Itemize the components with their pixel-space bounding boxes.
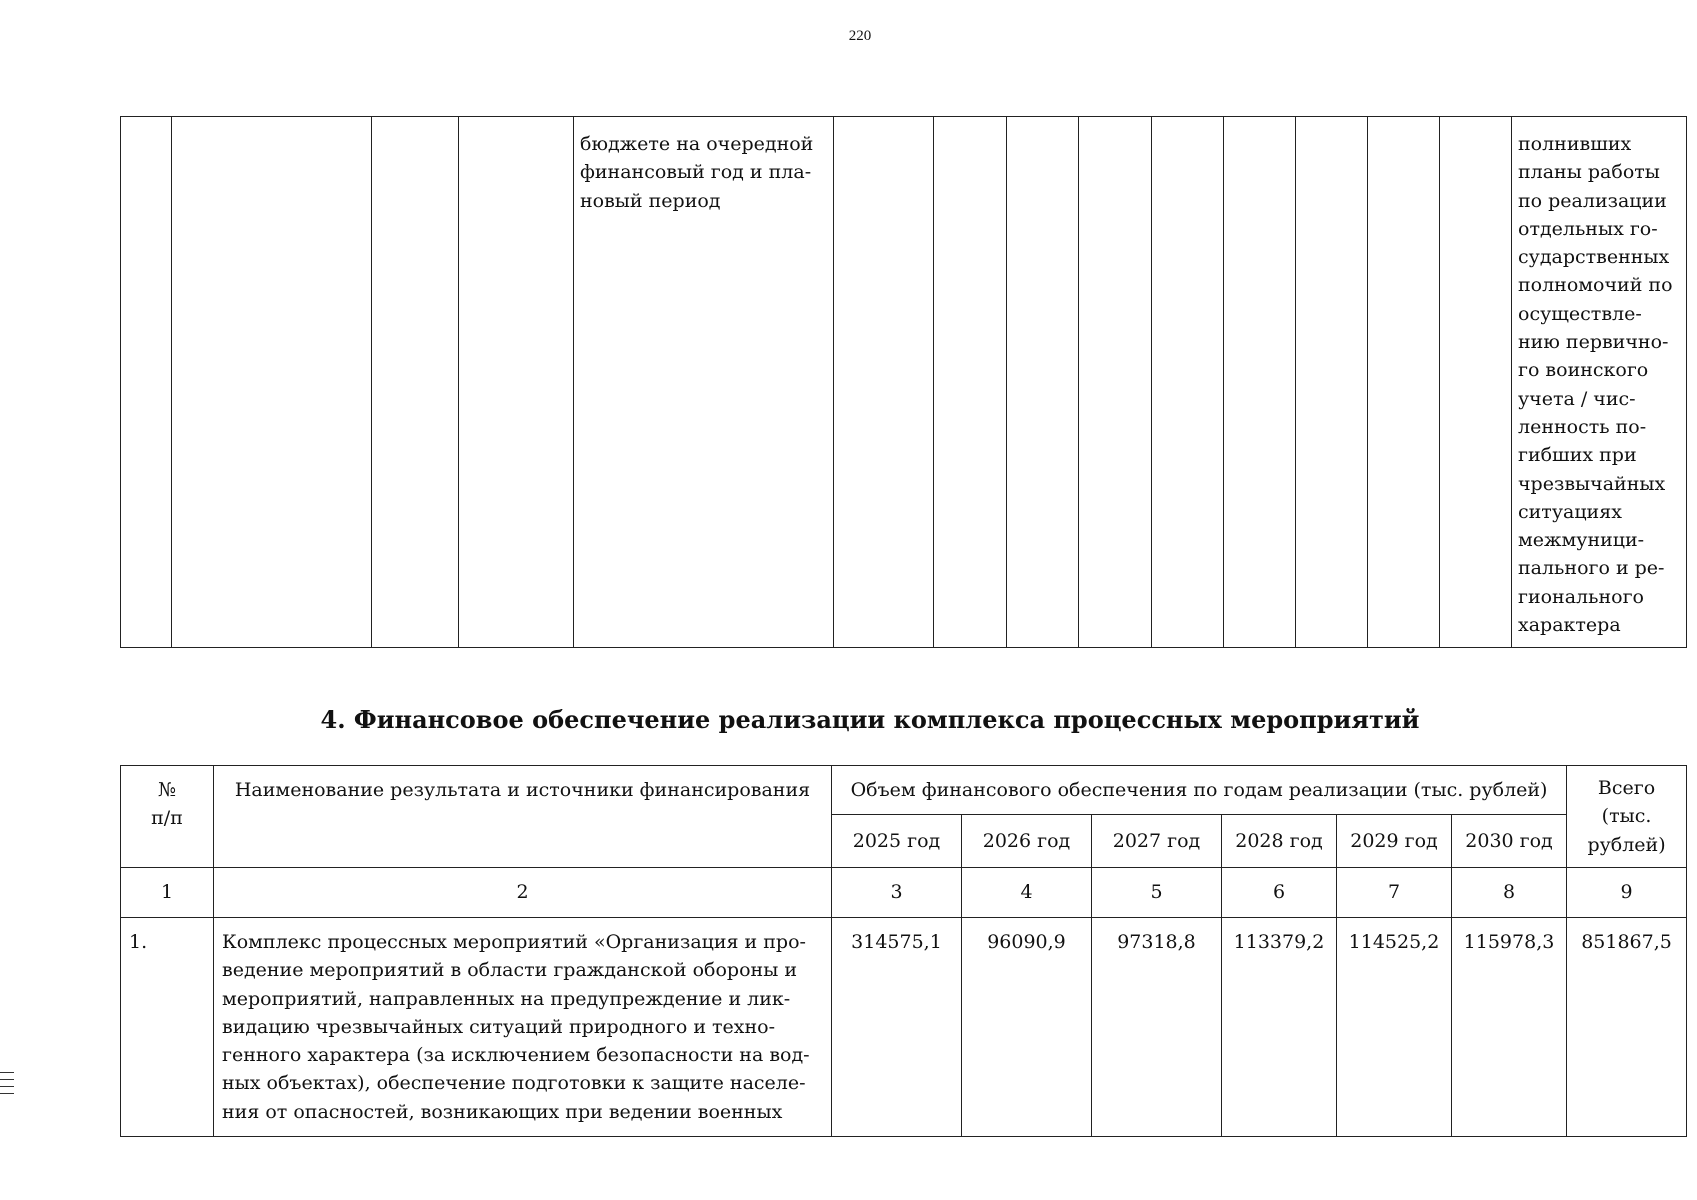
text-line: ленность по- [1518,415,1647,438]
row-index-text: 1. [129,931,148,953]
cont-cell-empty [372,117,459,648]
header-total-line2: (тыс. [1601,805,1652,828]
cont-cell-indicator-text [1512,117,1687,648]
value-2029: 114525,2 [1348,931,1440,953]
text-line: полномочий по [1518,274,1673,297]
text-line: пального и ре- [1518,557,1665,580]
value-cell [1452,918,1567,1137]
row-index [121,918,214,1137]
continuation-row [121,117,1687,648]
header-number-line2: п/п [151,807,183,830]
text-line: финансовый год и пла- [580,161,812,184]
header-number [121,766,214,868]
value-2025: 314575,1 [851,931,942,953]
name-line: ния от опасностей, возникающих при ведении военных [222,1100,783,1123]
value-2028: 113379,2 [1233,931,1325,953]
value-2026: 96090,9 [987,931,1066,953]
column-number: 8 [1452,868,1567,918]
column-number: 3 [832,868,962,918]
continuation-table [120,116,1687,648]
cont-cell-empty [1368,117,1440,648]
text-line: сударственных [1518,246,1670,269]
header-total-line3: рублей) [1587,833,1666,856]
column-number: 6 [1222,868,1337,918]
header-name [214,766,832,868]
value-2027: 97318,8 [1117,931,1196,953]
cont-cell-empty [1440,117,1512,648]
column-numbers-row [121,868,1687,918]
cont-cell-empty [459,117,574,648]
header-year: 2026 год [962,815,1092,868]
cont-cell-empty [934,117,1007,648]
value-cell [1222,918,1337,1137]
header-year: 2029 год [1337,815,1452,868]
page-number: 220 [848,28,872,44]
text-line: полнивших [1518,133,1632,155]
header-row [121,766,1687,815]
name-line: ных объектах), обеспечение подготовки к защите населе- [222,1072,806,1095]
column-number: 1 [121,868,214,918]
value-2030: 115978,3 [1463,931,1555,953]
cont-cell-empty [834,117,934,648]
text-line: ситуациях [1518,500,1622,523]
name-line: мероприятий, направленных на предупреждение и лик- [222,987,791,1010]
column-number: 7 [1337,868,1452,918]
margin-marks [0,1072,14,1100]
text-line: отдельных го- [1518,217,1658,240]
text-line: межмуници- [1518,529,1645,552]
cont-cell-empty [121,117,172,648]
value-cell [1092,918,1222,1137]
name-line: генного характера (за исключением безопасности на вод- [222,1044,810,1067]
text-line: бюджете на очередной [580,133,814,155]
header-year: 2027 год [1092,815,1222,868]
value-cell [962,918,1092,1137]
cont-cell-empty [1296,117,1368,648]
financing-table [120,765,1687,1137]
column-number: 2 [214,868,832,918]
cont-cell-empty [1079,117,1152,648]
name-line: Комплекс процессных мероприятий «Организация и про- [222,931,806,953]
header-number-line1: № [158,779,176,801]
cont-cell-empty [172,117,372,648]
text-line: осуществле- [1518,302,1642,325]
header-year: 2028 год [1222,815,1337,868]
column-number: 9 [1567,868,1687,918]
header-volume [832,766,1567,815]
header-year: 2025 год [832,815,962,868]
text-line: по реализации [1518,189,1667,212]
cont-cell-budget-text [574,117,834,648]
section-title: 4. Финансовое обеспечение реализации комплекса процессных мероприятий [320,705,1420,734]
cont-cell-empty [1007,117,1079,648]
row-name [214,918,832,1137]
text-line: го воинского [1518,359,1649,382]
text-line: нию первично- [1518,331,1669,354]
header-volume-text: Объем финансового обеспечения по годам реализации (тыс. рублей) [850,779,1548,801]
total-cell [1567,918,1687,1137]
text-line: учета / чис- [1518,387,1636,410]
text-line: гионального [1518,585,1644,608]
cont-cell-empty [1152,117,1224,648]
name-line: видацию чрезвычайных ситуаций природного и техно- [222,1015,776,1038]
text-line: планы работы [1518,161,1660,184]
value-cell [1337,918,1452,1137]
column-number: 5 [1092,868,1222,918]
text-line: чрезвычайных [1518,472,1666,495]
header-total [1567,766,1687,868]
value-total: 851867,5 [1581,931,1672,953]
header-year: 2030 год [1452,815,1567,868]
cont-cell-empty [1224,117,1296,648]
column-number: 4 [962,868,1092,918]
name-line: ведение мероприятий в области гражданской обороны и [222,959,798,982]
text-line: гибших при [1518,444,1637,467]
table-row [121,918,1687,1137]
text-line: новый период [580,189,721,212]
value-cell [832,918,962,1137]
header-total-line1: Всего [1597,777,1656,800]
text-line: характера [1518,614,1621,637]
header-name-text: Наименование результата и источники финансирования [234,779,811,801]
